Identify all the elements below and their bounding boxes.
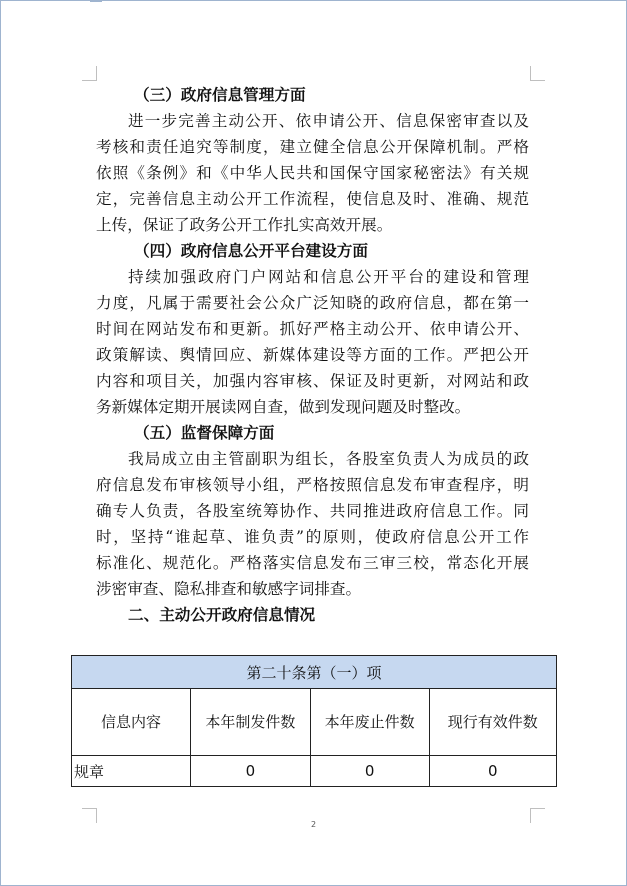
table-cell-effective: 0 xyxy=(429,756,556,787)
part2-heading: 二、主动公开政府信息情况 xyxy=(128,605,316,624)
section3-line: 依照《条例》和《中华人民共和国保守国家秘密法》有关规 xyxy=(96,164,529,182)
section4-line: 内容和项目关，加强内容审核、保证及时更新，对网站和政 xyxy=(96,372,529,390)
column-header: 现行有效件数 xyxy=(429,689,556,756)
section3-line: 上传，保证了政务公开工作扎实高效开展。 xyxy=(96,216,393,234)
column-header: 本年废止件数 xyxy=(310,689,429,756)
section4-line: 务新媒体定期开展读网自查，做到发现问题及时整改。 xyxy=(96,398,471,416)
info-table xyxy=(71,655,557,787)
section4-line: 时间在网站发布和更新。抓好严格主动公开、依申请公开、 xyxy=(96,320,529,338)
section3-heading: （三）政府信息管理方面 xyxy=(134,85,306,104)
table-row xyxy=(72,756,557,787)
section4-line: 力度，凡属于需要社会公众广泛知晓的政府信息，都在第一 xyxy=(96,294,529,312)
top-marker xyxy=(90,0,102,2)
section4-heading: （四）政府信息公开平台建设方面 xyxy=(134,241,368,260)
section5-heading: （五）监督保障方面 xyxy=(134,423,275,442)
section3-line: 定，完善信息主动公开工作流程，使信息及时、准确、规范 xyxy=(96,190,529,208)
margin-corner-top-right xyxy=(530,66,545,81)
column-header: 本年制发件数 xyxy=(190,689,310,756)
table-cell-issued: 0 xyxy=(190,756,310,787)
section3-line: 考核和责任追究等制度，建立健全信息公开保障机制。严格 xyxy=(96,138,529,156)
column-header: 信息内容 xyxy=(72,689,191,756)
section4-line: 持续加强政府门户网站和信息公开平台的建设和管理 xyxy=(128,268,529,286)
section5-line: 涉密审查、隐私排查和敏感字词排查。 xyxy=(96,580,362,598)
section3-line: 进一步完善主动公开、依申请公开、信息保密审查以及 xyxy=(128,112,529,130)
table-title: 第二十条第（一）项 xyxy=(72,656,557,689)
document-body xyxy=(96,82,529,628)
table-cell-content: 规章 xyxy=(72,756,191,787)
table-cell-abolished: 0 xyxy=(310,756,429,787)
margin-corner-top-left xyxy=(82,66,97,81)
section4-line: 政策解读、舆情回应、新媒体建设等方面的工作。严把公开 xyxy=(96,346,529,364)
section5-line: 府信息发布审核领导小组，严格按照信息发布审查程序，明 xyxy=(96,476,529,494)
section5-line: 我局成立由主管副职为组长，各股室负责人为成员的政 xyxy=(128,450,529,468)
section5-line: 时，坚持“谁起草、谁负责”的原则，使政府信息公开工作 xyxy=(96,528,529,546)
section5-line: 确专人负责，各股室统筹协作、共同推进政府信息工作。同 xyxy=(96,502,529,520)
page-number: 2 xyxy=(310,820,317,829)
section5-line: 标准化、规范化。严格落实信息发布三审三校，常态化开展 xyxy=(96,554,529,572)
